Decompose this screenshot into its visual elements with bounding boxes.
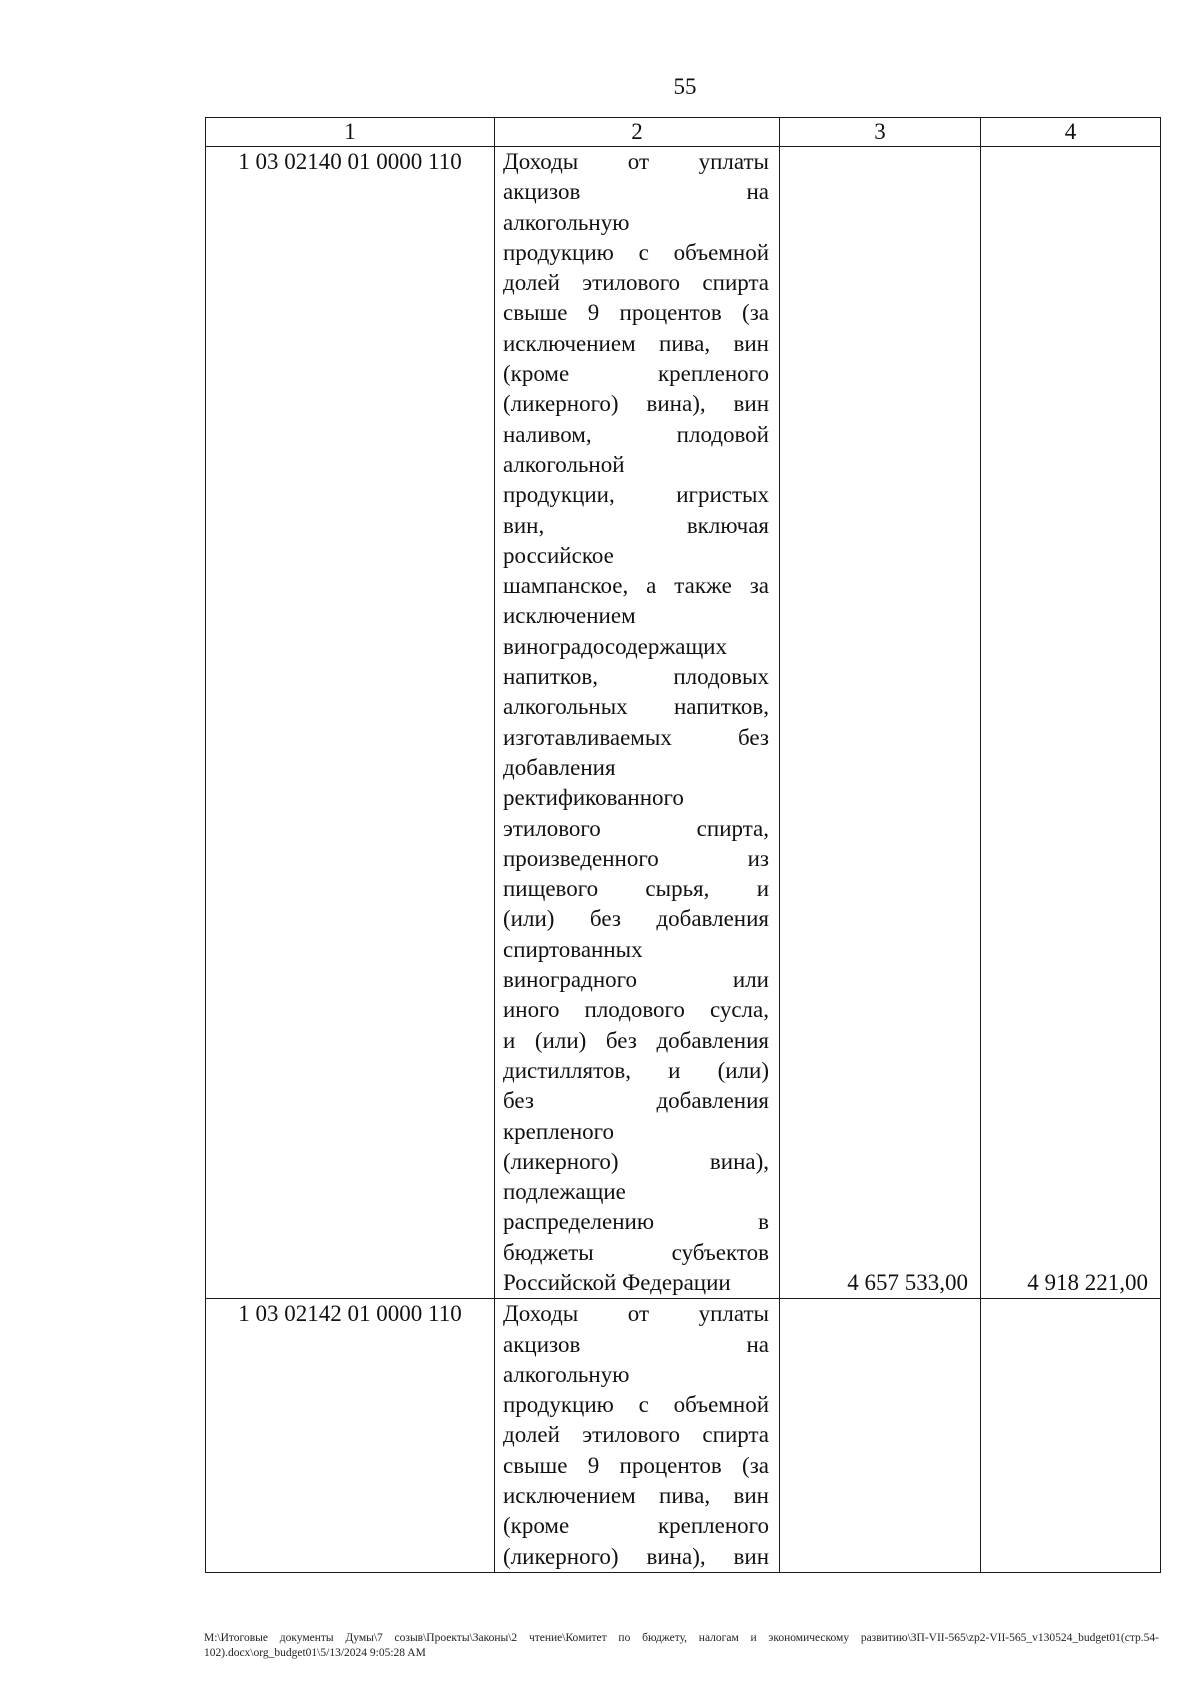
header-cell-3: 3 bbox=[780, 118, 981, 147]
description-line: вин, включая bbox=[503, 512, 769, 538]
description-line: подлежащие bbox=[503, 1179, 626, 1205]
row-code: 1 03 02142 01 0000 110 bbox=[206, 1299, 495, 1573]
description-line: изготавливаемых без bbox=[503, 724, 769, 750]
description-line: долей этилового спирта bbox=[503, 270, 769, 296]
description-line: виноградного или bbox=[503, 967, 769, 993]
table-row bbox=[206, 147, 1161, 1299]
row-amount-col4 bbox=[981, 1299, 1161, 1573]
description-line: (кроме крепленого bbox=[503, 361, 769, 387]
description-line: исключением пива, вин bbox=[503, 330, 769, 356]
description-line: исключением пива, вин bbox=[503, 1483, 769, 1509]
page-number: 55 bbox=[673, 74, 697, 99]
table-row bbox=[206, 1299, 1161, 1573]
description-line: алкогольную bbox=[503, 209, 630, 235]
description-line: (кроме крепленого bbox=[503, 1513, 769, 1539]
header-row bbox=[206, 118, 1161, 147]
description-line: акцизов на bbox=[503, 1331, 769, 1357]
description-line: бюджеты субъектов bbox=[503, 1239, 769, 1265]
header-cell-2: 2 bbox=[495, 118, 780, 147]
row-amount-col3 bbox=[780, 1299, 981, 1573]
header-cell-4: 4 bbox=[981, 118, 1161, 147]
footer-file-path: M:\Итоговые документы Думы\7 созыв\Проекты\Законы\2 чтение\Комитет по бюджету, налогам и экономическому развитию\ЗП-VII-565\zp2-VII-565_v130524_budget01(стр.54-102).docx\org_budget01\5/13/2024 9:05:28 AM bbox=[204, 1632, 1159, 1659]
budget-table bbox=[205, 117, 1161, 1573]
description-line: напитков, плодовых bbox=[503, 664, 769, 690]
description-line: Российской Федерации bbox=[503, 1269, 731, 1295]
description-line: алкогольных напитков, bbox=[503, 694, 769, 720]
description-line: продукции, игристых bbox=[503, 482, 769, 508]
description-line: произведенного из bbox=[503, 845, 769, 871]
description-line: спиртованных bbox=[503, 936, 643, 962]
description-line: свыше 9 процентов (за bbox=[503, 1452, 769, 1478]
description-line: и (или) без добавления bbox=[503, 1027, 769, 1053]
description-line: без добавления bbox=[503, 1088, 769, 1114]
description-line: дистиллятов, и (или) bbox=[503, 1057, 769, 1083]
table-body bbox=[206, 118, 1161, 1573]
description-line: наливом, плодовой bbox=[503, 421, 769, 447]
row-amount-col4: 4 918 221,00 bbox=[981, 147, 1161, 1299]
description-line: этилового спирта, bbox=[503, 815, 769, 841]
description-line: ректификованного bbox=[503, 785, 684, 811]
row-description bbox=[495, 147, 780, 1299]
description-line: российское bbox=[503, 542, 614, 568]
description-line: алкогольной bbox=[503, 451, 625, 477]
description-line: добавления bbox=[503, 754, 616, 780]
description-line: Доходы от уплаты bbox=[503, 149, 769, 174]
description-line: виноградосодержащих bbox=[503, 633, 727, 659]
description-line: пищевого сырья, и bbox=[503, 876, 769, 902]
description-line: Доходы от уплаты bbox=[503, 1301, 769, 1327]
description-line: (ликерного) вина), bbox=[503, 1148, 769, 1174]
description-line: долей этилового спирта bbox=[503, 1422, 769, 1448]
description-line: шампанское, а также за bbox=[503, 573, 769, 599]
description-line: крепленого bbox=[503, 1118, 615, 1144]
row-description bbox=[495, 1299, 780, 1573]
description-line: (или) без добавления bbox=[503, 906, 769, 932]
description-line: распределению в bbox=[503, 1209, 769, 1235]
description-line: исключением bbox=[503, 603, 636, 629]
row-amount-col3: 4 657 533,00 bbox=[780, 147, 981, 1299]
header-cell-1: 1 bbox=[206, 118, 495, 147]
description-line: продукцию с объемной bbox=[503, 1392, 769, 1418]
description-line: (ликерного) вина), вин bbox=[503, 1543, 769, 1569]
description-line: продукцию с объемной bbox=[503, 239, 769, 265]
description-line: свыше 9 процентов (за bbox=[503, 300, 769, 326]
row-code: 1 03 02140 01 0000 110 bbox=[206, 147, 495, 1299]
description-line: (ликерного) вина), вин bbox=[503, 391, 769, 417]
description-line: алкогольную bbox=[503, 1361, 630, 1387]
description-line: иного плодового сусла, bbox=[503, 997, 769, 1023]
description-line: акцизов на bbox=[503, 179, 769, 205]
